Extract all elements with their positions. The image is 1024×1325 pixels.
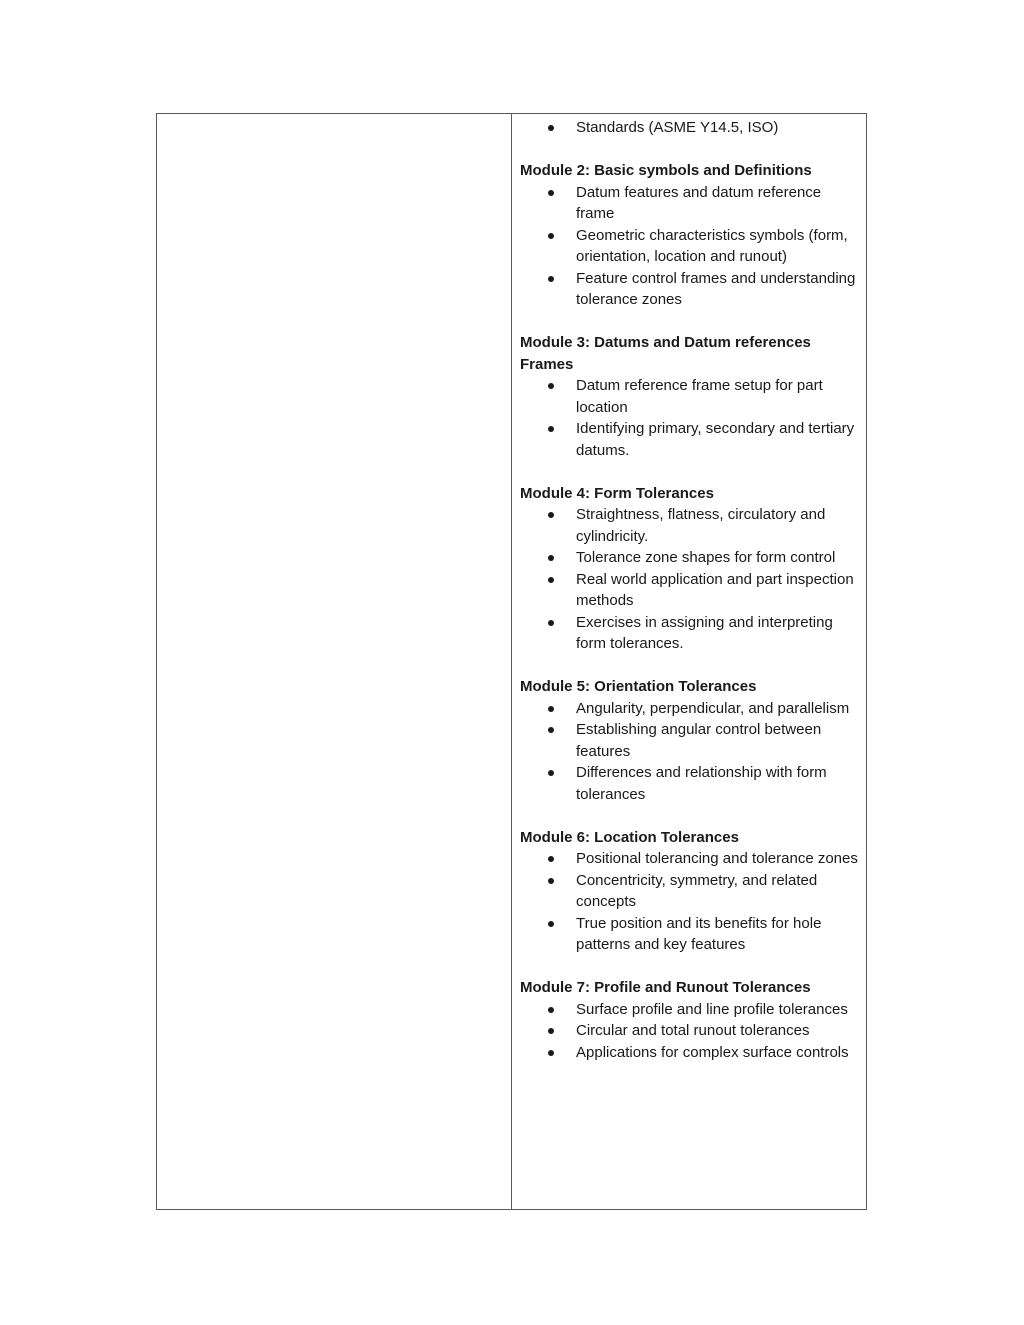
bullet-list	[520, 117, 858, 139]
list-item-text: Positional tolerancing and tolerance zones	[576, 850, 858, 867]
list-item-text: True position and its benefits for hole patterns and key features	[576, 914, 822, 953]
list-item	[520, 870, 858, 913]
module-title: Module 5: Orientation Tolerances	[520, 678, 757, 695]
bullet-icon	[548, 1028, 554, 1034]
list-item	[520, 504, 858, 547]
bullet-list	[520, 504, 858, 655]
bullet-icon	[548, 1007, 554, 1013]
bullet-list	[520, 999, 858, 1064]
list-item-text: Standards (ASME Y14.5, ISO)	[576, 119, 779, 136]
list-item-text: Straightness, flatness, circulatory and cylindricity.	[576, 506, 826, 545]
module-title: Module 4: Form Tolerances	[520, 484, 714, 502]
list-item	[520, 547, 858, 569]
list-item-text: Surface profile and line profile tolerances	[576, 1000, 848, 1018]
list-item	[520, 999, 858, 1021]
list-item-text: Datum features and datum reference frame	[576, 183, 822, 222]
bullet-icon	[548, 555, 554, 561]
list-item-text: Establishing angular control between features	[576, 721, 822, 760]
list-item	[520, 182, 858, 225]
list-item-text: Real world application and part inspection methods	[576, 570, 854, 609]
list-item	[520, 268, 858, 311]
list-item-text: Exercises in assigning and interpreting form tolerances.	[576, 613, 833, 652]
list-item-text: Tolerance zone shapes for form control	[576, 549, 836, 566]
list-item	[520, 698, 858, 720]
bullet-icon	[548, 856, 554, 862]
bullet-icon	[548, 727, 554, 733]
module-section	[520, 827, 858, 956]
bullet-icon	[548, 878, 554, 884]
list-item	[520, 848, 858, 870]
list-item	[520, 375, 858, 418]
bullet-icon	[548, 706, 554, 712]
module-section	[520, 483, 858, 655]
module-title: Module 7: Profile and Runout Tolerances	[520, 979, 811, 996]
list-item	[520, 1042, 858, 1064]
list-item-text: Applications for complex surface controls	[576, 1043, 849, 1061]
list-item	[520, 913, 858, 956]
bullet-icon	[548, 383, 554, 389]
list-item	[520, 225, 858, 268]
bullet-icon	[548, 577, 554, 583]
module-section	[520, 332, 858, 461]
list-item	[520, 117, 858, 139]
module-section	[520, 160, 858, 311]
module-title: Module 6: Location Tolerances	[520, 828, 739, 846]
list-item	[520, 1020, 858, 1042]
list-item	[520, 612, 858, 655]
bullet-icon	[548, 276, 554, 282]
bullet-icon	[548, 921, 554, 927]
list-item-text: Differences and relationship with form tolerances	[576, 764, 827, 803]
list-item-text: Identifying primary, secondary and tertiary datums.	[576, 420, 855, 459]
bullet-icon	[548, 190, 554, 196]
table-cell-right	[512, 114, 866, 1209]
bullet-icon	[548, 426, 554, 432]
list-item	[520, 719, 858, 762]
bullet-icon	[548, 1050, 554, 1056]
bullet-list	[520, 375, 858, 461]
bullet-icon	[548, 512, 554, 518]
table-cell-left	[157, 114, 512, 1209]
module-section	[520, 977, 858, 1063]
list-item-text: Angularity, perpendicular, and parallelism	[576, 699, 850, 717]
list-item	[520, 418, 858, 461]
module-section	[520, 117, 858, 139]
bullet-list	[520, 182, 858, 311]
bullet-icon	[548, 620, 554, 626]
list-item-text: Feature control frames and understanding tolerance zones	[576, 269, 856, 308]
document-table	[156, 113, 867, 1210]
module-title: Module 2: Basic symbols and Definitions	[520, 162, 812, 179]
module-title: Module 3: Datums and Datum references Frames	[520, 334, 811, 373]
bullet-icon	[548, 125, 554, 131]
list-item	[520, 569, 858, 612]
list-item	[520, 762, 858, 805]
list-item-text: Circular and total runout tolerances	[576, 1022, 810, 1039]
bullet-list	[520, 698, 858, 806]
module-section	[520, 676, 858, 805]
list-item-text: Geometric characteristics symbols (form, orientation, location and runout)	[576, 226, 848, 265]
bullet-icon	[548, 233, 554, 239]
bullet-icon	[548, 770, 554, 776]
bullet-list	[520, 848, 858, 956]
list-item-text: Datum reference frame setup for part location	[576, 377, 823, 416]
list-item-text: Concentricity, symmetry, and related concepts	[576, 871, 818, 910]
